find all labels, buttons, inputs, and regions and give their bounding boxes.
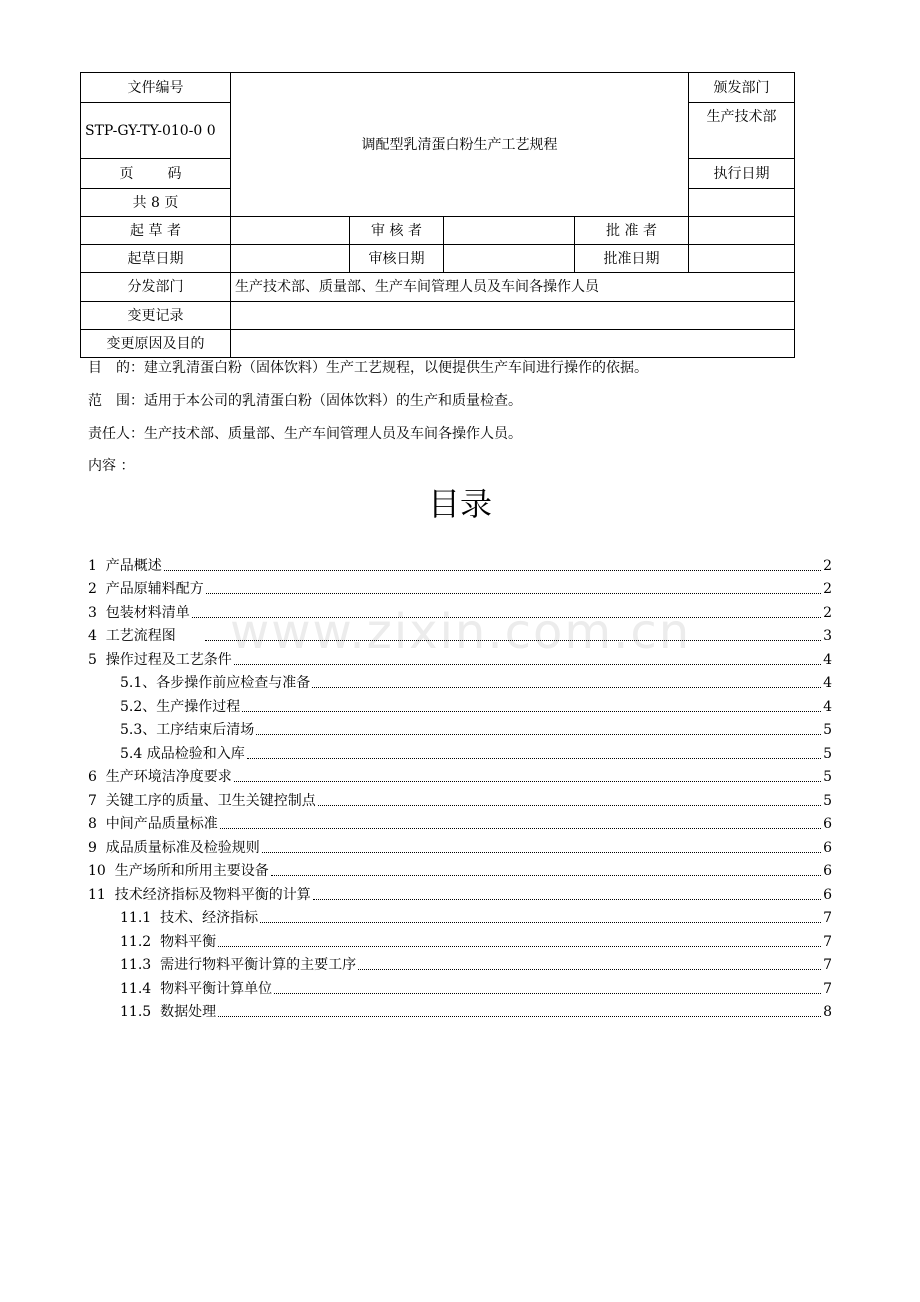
issue-dept-value: 生产技术部: [689, 103, 795, 159]
toc-entry[interactable]: [88, 717, 832, 741]
toc-entry-label: 7 关键工序的质量、卫生关键控制点: [88, 792, 316, 809]
document-header-table: [80, 72, 795, 358]
toc-entry-label: 5.1、各步操作前应检查与准备: [120, 675, 311, 691]
toc-entry[interactable]: [88, 952, 832, 976]
toc-entry-page: 4: [823, 651, 832, 668]
scope-line: 范 围：适用于本公司的乳清蛋白粉（固体饮料）的生产和质量检查。: [88, 393, 522, 409]
change-log-value: [231, 302, 795, 330]
toc-dot-leader: [164, 570, 821, 571]
approve-date-label: 批准日期: [575, 245, 689, 273]
toc-dot-leader: [313, 899, 821, 900]
toc-dot-leader: [271, 875, 821, 876]
responsible-line: 责任人：生产技术部、质量部、生产车间管理人员及车间各操作人员。: [88, 426, 522, 442]
reviewer-value: [444, 217, 575, 245]
toc-entry[interactable]: [88, 646, 832, 670]
toc-entry-page: 6: [823, 839, 832, 856]
toc-entry-label: 3 包装材料清单: [88, 604, 190, 621]
toc-dot-leader: [234, 781, 821, 782]
toc-entry-page: 7: [823, 933, 832, 950]
toc-entry-label: 11.3 需进行物料平衡计算的主要工序: [120, 957, 357, 973]
drafter-label: 起 草 者: [81, 217, 231, 245]
toc-entry-page: 7: [823, 980, 832, 997]
toc-entry-label: 1 产品概述: [88, 557, 162, 574]
toc-entry-label: 10 生产场所和所用主要设备: [88, 863, 269, 879]
toc-entry-page: 3: [823, 628, 832, 644]
content-line: 内容 ：: [88, 458, 135, 474]
toc-entry[interactable]: [88, 881, 832, 905]
toc-entry[interactable]: [88, 975, 832, 999]
toc-entry-page: 2: [823, 557, 832, 574]
toc-entry-page: 5: [823, 792, 832, 809]
toc-entry[interactable]: [88, 858, 832, 882]
toc-dot-leader: [220, 828, 821, 829]
watermark: www.zixin.com.cn: [230, 604, 692, 660]
toc-entry-label: 11.2 物料平衡: [120, 933, 217, 950]
toc-dot-leader: [205, 640, 822, 641]
toc-title: 目录: [427, 485, 492, 523]
change-reason-label: 变更原因及目的: [81, 330, 231, 358]
toc-entry[interactable]: [88, 599, 832, 623]
change-reason-value: [231, 330, 795, 358]
review-date-value: [444, 245, 575, 273]
toc-dot-leader: [262, 852, 821, 853]
toc-dot-leader: [218, 1016, 821, 1017]
toc-entry-label: 11.5 数据处理: [120, 1004, 217, 1020]
reviewer-label: 审 核 者: [350, 217, 444, 245]
file-no-value: STP-GY-TY-010-0 0: [81, 103, 231, 159]
toc-entry-label: 4 工艺流程图: [88, 628, 203, 644]
toc-entry-label: 5 操作过程及工艺条件: [88, 651, 232, 668]
toc-entry-page: 2: [823, 604, 832, 621]
toc-entry-label: 5.3、工序结束后清场: [120, 722, 255, 738]
toc-dot-leader: [218, 946, 821, 947]
toc-entry-page: 4: [823, 675, 832, 691]
toc-entry-page: 7: [823, 910, 832, 926]
approver-value: [689, 217, 795, 245]
toc-entry-label: 2 产品原辅料配方: [88, 581, 204, 597]
purpose-line: 目 的：建立乳清蛋白粉（固体饮料）生产工艺规程，以便提供生产车间进行操作的依据。: [88, 360, 648, 376]
toc-entry-label: 8 中间产品质量标准: [88, 816, 218, 832]
page-count: 共 8 页: [81, 189, 231, 217]
toc-entry[interactable]: [88, 764, 832, 788]
toc-dot-leader: [256, 734, 821, 735]
table-of-contents: [88, 552, 832, 1022]
exec-date-value: [689, 189, 795, 217]
toc-entry-label: 6 生产环境洁净度要求: [88, 769, 232, 785]
distribution-value: 生产技术部、质量部、生产车间管理人员及车间各操作人员: [231, 273, 795, 302]
toc-entry[interactable]: [88, 811, 832, 835]
toc-entry-page: 8: [823, 1004, 832, 1020]
toc-dot-leader: [192, 617, 821, 618]
change-log-label: 变更记录: [81, 302, 231, 330]
approver-label: 批 准 者: [575, 217, 689, 245]
page-code-label: 页 码: [81, 159, 231, 189]
toc-entry-label: 5.4 成品检验和入库: [120, 745, 245, 762]
distribution-label: 分发部门: [81, 273, 231, 302]
toc-entry-page: 4: [823, 698, 832, 715]
toc-entry-label: 5.2、生产操作过程: [120, 698, 241, 715]
toc-dot-leader: [234, 664, 821, 665]
toc-entry-label: 11.4 物料平衡计算单位: [120, 980, 273, 997]
toc-dot-leader: [274, 993, 821, 994]
toc-entry-page: 5: [823, 722, 832, 738]
toc-entry-label: 11 技术经济指标及物料平衡的计算: [88, 886, 311, 903]
approve-date-value: [689, 245, 795, 273]
toc-entry-page: 6: [823, 886, 832, 903]
toc-entry-page: 5: [823, 745, 832, 762]
toc-entry[interactable]: [88, 905, 832, 929]
toc-entry-page: 6: [823, 863, 832, 879]
toc-dot-leader: [260, 922, 821, 923]
toc-dot-leader: [247, 758, 821, 759]
exec-date-label: 执行日期: [689, 159, 795, 189]
toc-entry[interactable]: [88, 623, 832, 647]
toc-entry-page: 7: [823, 957, 832, 973]
toc-entry[interactable]: [88, 552, 832, 576]
draft-date-value: [231, 245, 350, 273]
draft-date-label: 起草日期: [81, 245, 231, 273]
toc-entry[interactable]: [88, 999, 832, 1023]
issue-dept-label: 颁发部门: [689, 73, 795, 103]
toc-dot-leader: [312, 687, 821, 688]
toc-entry[interactable]: [88, 693, 832, 717]
toc-entry[interactable]: [88, 576, 832, 600]
toc-entry[interactable]: [88, 670, 832, 694]
toc-entry-page: 6: [823, 816, 832, 832]
review-date-label: 审核日期: [350, 245, 444, 273]
file-no-label: 文件编号: [81, 73, 231, 103]
toc-entry-label: 9 成品质量标准及检验规则: [88, 839, 260, 856]
toc-entry[interactable]: [88, 787, 832, 811]
document-title: 调配型乳清蛋白粉生产工艺规程: [231, 73, 689, 217]
toc-dot-leader: [358, 969, 821, 970]
toc-entry-label: 11.1 技术、经济指标: [120, 910, 259, 926]
toc-dot-leader: [318, 805, 821, 806]
drafter-value: [231, 217, 350, 245]
toc-entry[interactable]: [88, 834, 832, 858]
toc-entry-page: 2: [823, 581, 832, 597]
toc-entry[interactable]: [88, 740, 832, 764]
toc-entry-page: 5: [823, 769, 832, 785]
toc-entry[interactable]: [88, 928, 832, 952]
toc-dot-leader: [206, 593, 821, 594]
toc-dot-leader: [242, 711, 821, 712]
